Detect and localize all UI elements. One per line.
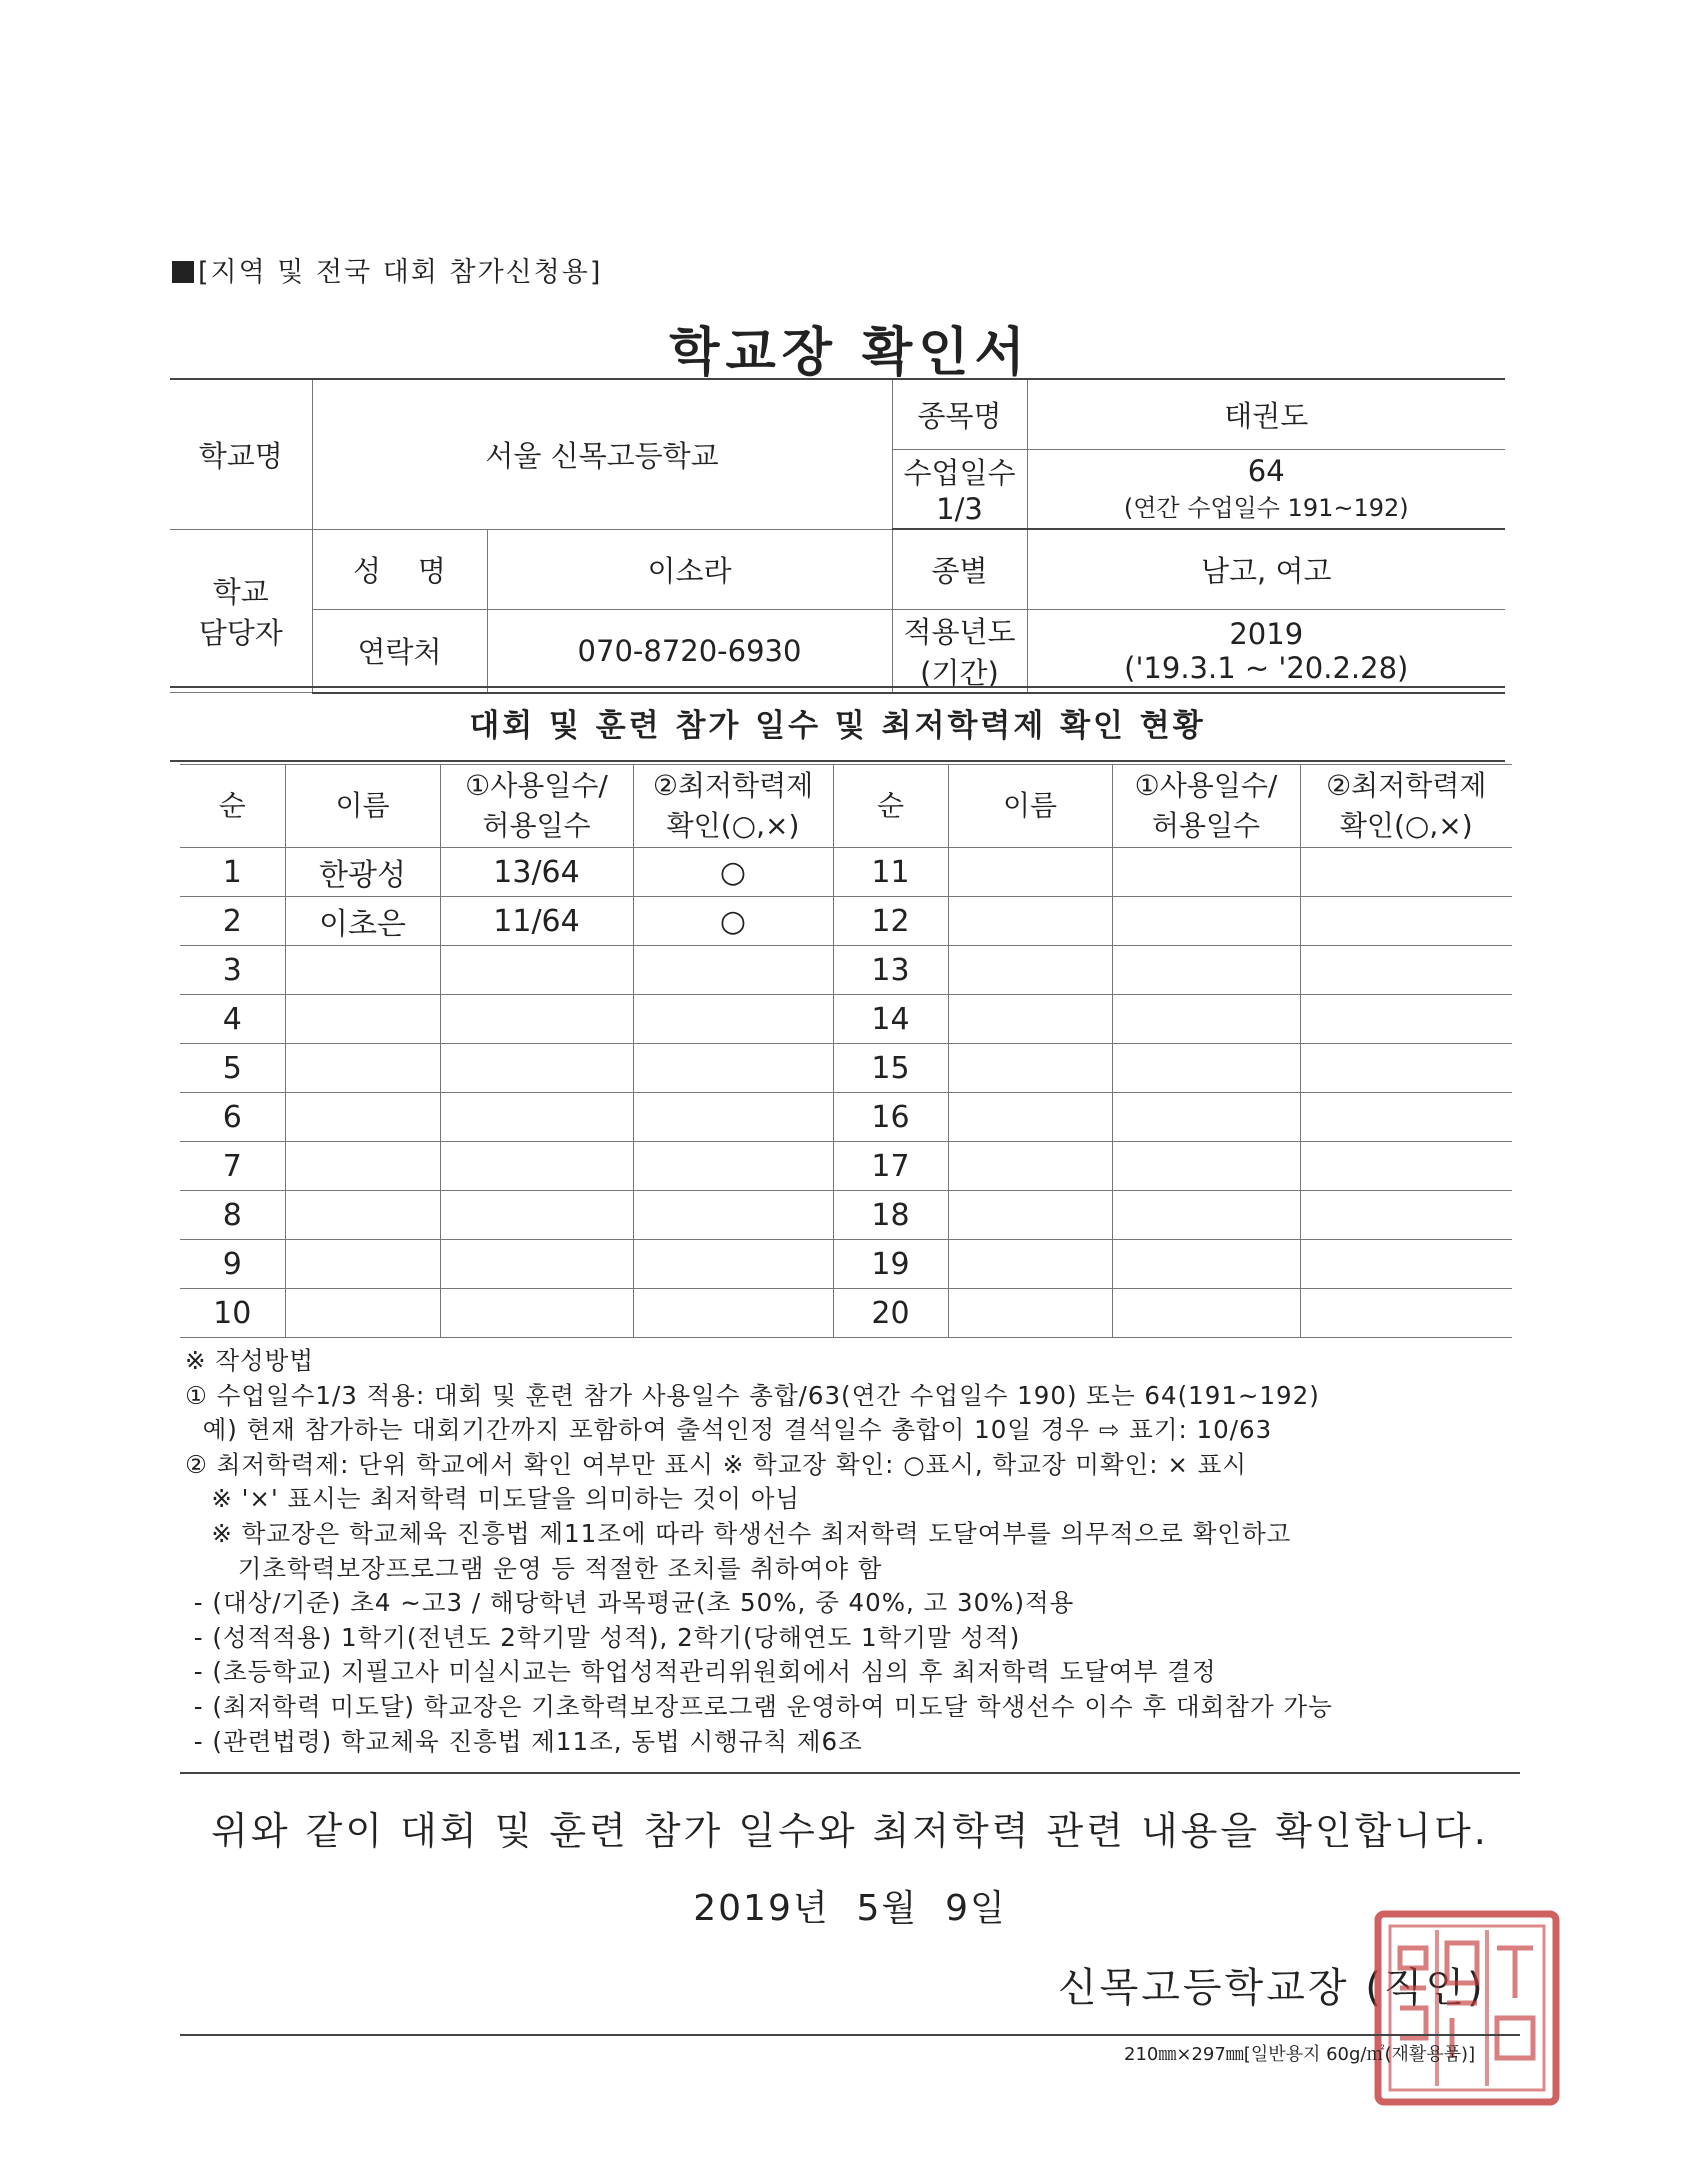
student-name: 한광성 bbox=[285, 848, 440, 897]
student-name bbox=[285, 946, 440, 995]
col-header-check: ②최저학력제 확인(○,×) bbox=[633, 765, 833, 848]
student-name bbox=[285, 1044, 440, 1093]
page-title: 학교장 확인서 bbox=[669, 323, 1031, 383]
academic-check bbox=[1300, 1191, 1512, 1240]
school-label: 학교명 bbox=[170, 379, 312, 529]
square-bullet-icon bbox=[172, 261, 194, 283]
table-row bbox=[180, 995, 1512, 1044]
instruction-line: ① 수업일수1/3 적용: 대회 및 훈련 참가 사용일수 총합/63(연간 수업일수 190) 또는 64(191~192) bbox=[185, 1380, 1320, 1410]
form-category bbox=[172, 250, 602, 289]
academic-check bbox=[633, 1240, 833, 1289]
row-number: 14 bbox=[833, 995, 948, 1044]
paper-spec: 210㎜×297㎜[일반용지 60g/㎡(재활용품)] bbox=[1124, 2044, 1476, 2065]
academic-check: ○ bbox=[633, 897, 833, 946]
academic-check bbox=[1300, 995, 1512, 1044]
sport-label: 종목명 bbox=[892, 379, 1027, 449]
student-name bbox=[285, 1191, 440, 1240]
student-name bbox=[948, 1289, 1112, 1338]
roster-table bbox=[180, 764, 1512, 1338]
academic-check bbox=[1300, 1240, 1512, 1289]
col-header-name: 이름 bbox=[948, 765, 1112, 848]
row-number: 11 bbox=[833, 848, 948, 897]
used-days bbox=[1112, 995, 1300, 1044]
student-name bbox=[948, 1240, 1112, 1289]
student-name bbox=[285, 995, 440, 1044]
row-number: 3 bbox=[180, 946, 285, 995]
school-name: 서울 신목고등학교 bbox=[312, 379, 892, 529]
year-value: 2019 ('19.3.1 ~ '20.2.28) bbox=[1027, 609, 1505, 693]
student-name bbox=[948, 897, 1112, 946]
used-days bbox=[1112, 1044, 1300, 1093]
days-value: 64 (연간 수업일수 191~192) bbox=[1027, 449, 1505, 529]
instruction-line: - (최저학력 미도달) 학교장은 기초학력보장프로그램 운영하여 미도달 학생선수 이수 후 대회참가 가능 bbox=[185, 1691, 1333, 1721]
instructions bbox=[185, 1344, 1525, 1759]
sport-value: 태권도 bbox=[1027, 379, 1505, 449]
student-name bbox=[285, 1093, 440, 1142]
bottom-divider bbox=[180, 2034, 1520, 2036]
used-days bbox=[440, 1044, 633, 1093]
instruction-line: ② 최저학력제: 단위 학교에서 확인 여부만 표시 ※ 학교장 확인: ○표시, 학교장 미확인: × 표시 bbox=[185, 1449, 1247, 1479]
used-days: 13/64 bbox=[440, 848, 633, 897]
academic-check bbox=[633, 995, 833, 1044]
table-row bbox=[180, 848, 1512, 897]
col-header-no: 순 bbox=[833, 765, 948, 848]
used-days: 11/64 bbox=[440, 897, 633, 946]
academic-check bbox=[1300, 1142, 1512, 1191]
row-number: 18 bbox=[833, 1191, 948, 1240]
instruction-line: ※ 작성방법 bbox=[185, 1346, 314, 1375]
section-title: 대회 및 훈련 참가 일수 및 최저학력제 확인 현황 bbox=[170, 686, 1505, 762]
student-name bbox=[948, 946, 1112, 995]
contact-value: 070-8720-6930 bbox=[487, 609, 892, 693]
row-number: 17 bbox=[833, 1142, 948, 1191]
row-number: 8 bbox=[180, 1191, 285, 1240]
table-row bbox=[180, 946, 1512, 995]
row-number: 13 bbox=[833, 946, 948, 995]
academic-check bbox=[1300, 848, 1512, 897]
category-text: [지역 및 전국 대회 참가신청용] bbox=[198, 257, 603, 288]
instruction-line: - (대상/기준) 초4 ~고3 / 해당학년 과목평균(초 50%, 중 40%, 고 30%)적용 bbox=[185, 1588, 1075, 1618]
academic-check bbox=[633, 1093, 833, 1142]
instruction-line: ※ 학교장은 학교체육 진흥법 제11조에 따라 학생선수 최저학력 도달여부를 의무적으로 확인하고 bbox=[185, 1518, 1292, 1548]
table-row bbox=[180, 1191, 1512, 1240]
row-number: 9 bbox=[180, 1240, 285, 1289]
used-days bbox=[440, 1289, 633, 1338]
academic-check bbox=[1300, 1044, 1512, 1093]
used-days bbox=[1112, 1093, 1300, 1142]
instruction-line: 기초학력보장프로그램 운영 등 적절한 조치를 취하여야 함 bbox=[185, 1553, 883, 1583]
col-header-days: ①사용일수/ 허용일수 bbox=[440, 765, 633, 848]
row-number: 20 bbox=[833, 1289, 948, 1338]
instruction-line: - (성적적용) 1학기(전년도 2학기말 성적), 2학기(당해연도 1학기말 성적) bbox=[185, 1622, 1021, 1652]
table-row bbox=[180, 1093, 1512, 1142]
instruction-line: - (관련법령) 학교체육 진흥법 제11조, 동법 시행규칙 제6조 bbox=[185, 1726, 863, 1756]
table-row bbox=[180, 1044, 1512, 1093]
academic-check bbox=[1300, 1093, 1512, 1142]
official-seal bbox=[1372, 1908, 1562, 2108]
instruction-line: - (초등학교) 지필고사 미실시교는 학업성적관리위원회에서 심의 후 최저학력 도달여부 결정 bbox=[185, 1657, 1217, 1687]
row-number: 6 bbox=[180, 1093, 285, 1142]
col-header-check: ②최저학력제 확인(○,×) bbox=[1300, 765, 1512, 848]
student-name bbox=[948, 1142, 1112, 1191]
used-days bbox=[1112, 1191, 1300, 1240]
used-days bbox=[1112, 1289, 1300, 1338]
academic-check bbox=[1300, 1289, 1512, 1338]
used-days bbox=[440, 1191, 633, 1240]
used-days bbox=[1112, 946, 1300, 995]
row-number: 19 bbox=[833, 1240, 948, 1289]
row-number: 10 bbox=[180, 1289, 285, 1338]
academic-check bbox=[1300, 897, 1512, 946]
used-days bbox=[440, 1142, 633, 1191]
student-name bbox=[285, 1142, 440, 1191]
row-number: 1 bbox=[180, 848, 285, 897]
student-name bbox=[285, 1240, 440, 1289]
student-name: 이초은 bbox=[285, 897, 440, 946]
row-number: 12 bbox=[833, 897, 948, 946]
table-row bbox=[180, 897, 1512, 946]
academic-check bbox=[633, 1142, 833, 1191]
row-number: 16 bbox=[833, 1093, 948, 1142]
table-row bbox=[180, 1289, 1512, 1338]
table-row bbox=[180, 1240, 1512, 1289]
used-days bbox=[1112, 848, 1300, 897]
student-name bbox=[948, 1093, 1112, 1142]
manager-label: 학교 담당자 bbox=[170, 529, 312, 693]
name-value: 이소라 bbox=[487, 529, 892, 609]
col-header-no: 순 bbox=[180, 765, 285, 848]
used-days bbox=[1112, 897, 1300, 946]
academic-check bbox=[1300, 946, 1512, 995]
instruction-line: ※ '×' 표시는 최저학력 미도달을 의미하는 것이 아님 bbox=[185, 1484, 801, 1514]
used-days bbox=[1112, 1240, 1300, 1289]
row-number: 2 bbox=[180, 897, 285, 946]
student-name bbox=[285, 1289, 440, 1338]
year-label: 적용년도 (기간) bbox=[892, 609, 1027, 693]
used-days bbox=[440, 1240, 633, 1289]
used-days bbox=[440, 1093, 633, 1142]
info-table bbox=[170, 378, 1505, 694]
student-name bbox=[948, 1191, 1112, 1240]
row-number: 15 bbox=[833, 1044, 948, 1093]
col-header-days: ①사용일수/ 허용일수 bbox=[1112, 765, 1300, 848]
confirm-statement: 위와 같이 대회 및 훈련 참가 일수와 최저학력 관련 내용을 확인합니다. bbox=[211, 1809, 1489, 1853]
instruction-line: 예) 현재 참가하는 대회기간까지 포함하여 출석인정 결석일수 총합이 10일 경우 ⇨ 표기: 10/63 bbox=[185, 1415, 1273, 1445]
col-header-name: 이름 bbox=[285, 765, 440, 848]
academic-check: ○ bbox=[633, 848, 833, 897]
table-row bbox=[180, 1142, 1512, 1191]
used-days bbox=[440, 946, 633, 995]
student-name bbox=[948, 1044, 1112, 1093]
academic-check bbox=[633, 1289, 833, 1338]
student-name bbox=[948, 995, 1112, 1044]
days-label: 수업일수 1/3 bbox=[892, 449, 1027, 529]
used-days bbox=[1112, 1142, 1300, 1191]
academic-check bbox=[633, 1044, 833, 1093]
name-label: 성 명 bbox=[312, 529, 487, 609]
type-value: 남고, 여고 bbox=[1027, 529, 1505, 609]
academic-check bbox=[633, 1191, 833, 1240]
divider bbox=[180, 1772, 1520, 1774]
student-name bbox=[948, 848, 1112, 897]
used-days bbox=[440, 995, 633, 1044]
row-number: 4 bbox=[180, 995, 285, 1044]
principal-signature: 신목고등학교장 (직인) bbox=[1058, 1965, 1486, 2011]
type-label: 종별 bbox=[892, 529, 1027, 609]
issue-date: 2019년 5월 9일 bbox=[693, 1888, 1007, 1929]
row-number: 7 bbox=[180, 1142, 285, 1191]
row-number: 5 bbox=[180, 1044, 285, 1093]
contact-label: 연락처 bbox=[312, 609, 487, 693]
academic-check bbox=[633, 946, 833, 995]
